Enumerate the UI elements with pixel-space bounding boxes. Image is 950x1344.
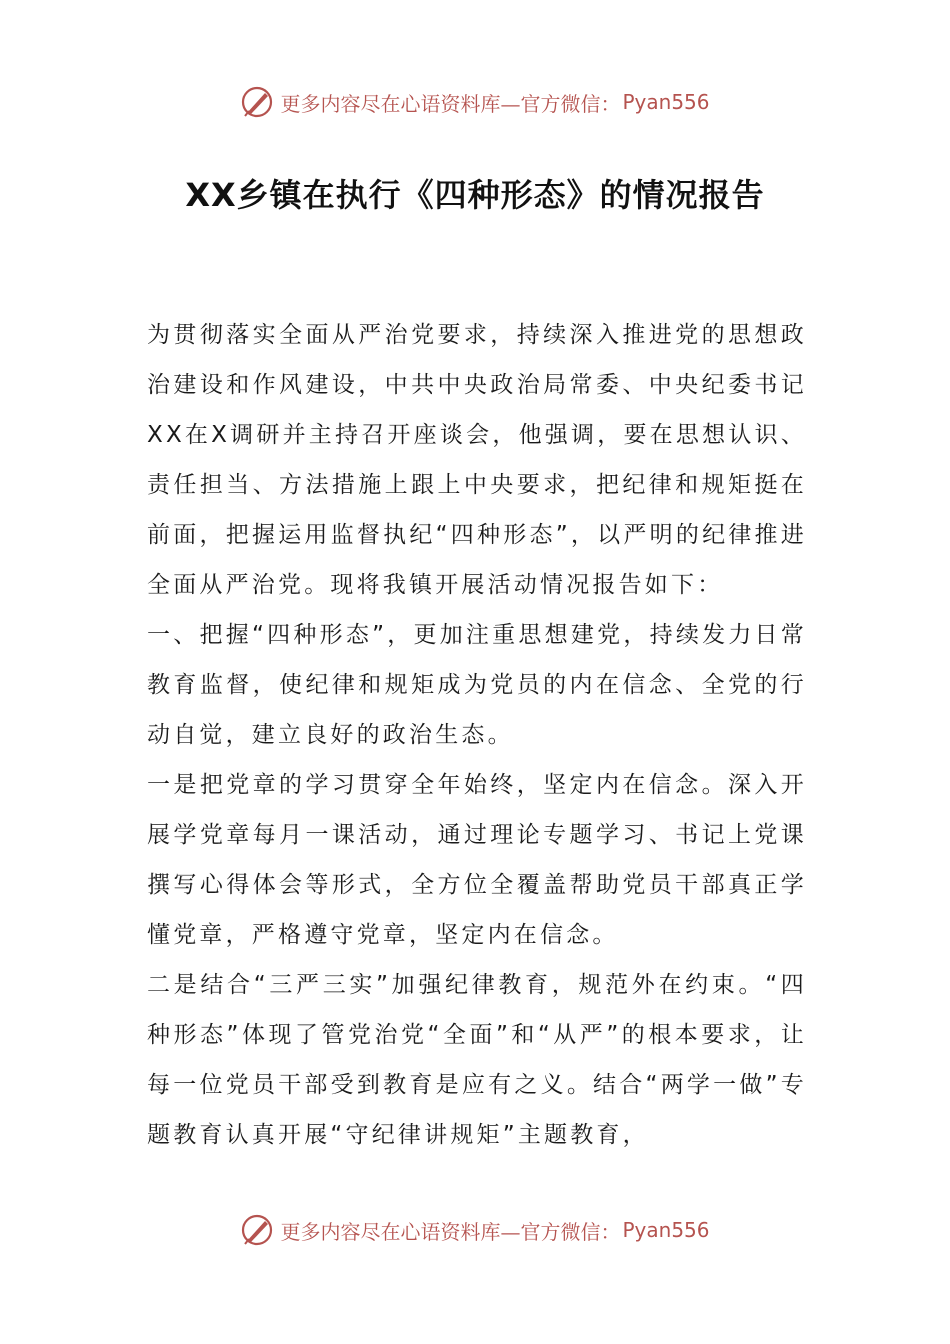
watermark-wechat-id: Pyan556: [622, 90, 710, 114]
watermark-text: 更多内容尽在心语资料库—官方微信：: [280, 1219, 621, 1244]
quill-pen-logo-icon: [240, 1213, 274, 1247]
watermark-text: 更多内容尽在心语资料库—官方微信：: [280, 91, 621, 116]
document-body: [147, 310, 807, 1160]
watermark-banner-top: [0, 82, 950, 122]
document-title: XX乡镇在执行《四种形态》的情况报告: [185, 176, 765, 214]
paragraph-intro: 为贯彻落实全面从严治党要求，持续深入推进党的思想政治建设和作风建设，中共中央政治局常委、中央纪委书记XX在X调研并主持召开座谈会，他强调，要在思想认识、责任担当、方法措施上跟上中央要求，把纪律和规矩挺在前面，把握运用监督执纪“四种形态”，以严明的纪律推进全面从严治党。现将我镇开展活动情况报告如下：: [147, 322, 807, 598]
paragraph-section-one: 一、把握“四种形态”，更加注重思想建党，持续发力日常教育监督，使纪律和规矩成为党员的内在信念、全党的行动自觉，建立良好的政治生态。: [147, 622, 807, 748]
watermark-wechat-id: Pyan556: [622, 1218, 710, 1242]
quill-pen-logo-icon: [240, 85, 274, 119]
paragraph-item-two: 二是结合“三严三实”加强纪律教育，规范外在约束。“四种形态”体现了管党治党“全面”和“从严”的根本要求，让每一位党员干部受到教育是应有之义。结合“两学一做”专题教育认真开展“守纪律讲规矩”主题教育，: [147, 972, 807, 1148]
watermark-banner-bottom: [0, 1210, 950, 1250]
paragraph-item-one: 一是把党章的学习贯穿全年始终，坚定内在信念。深入开展学党章每月一课活动，通过理论专题学习、书记上党课撰写心得体会等形式，全方位全覆盖帮助党员干部真正学懂党章，严格遵守党章，坚定内在信念。: [147, 772, 807, 948]
